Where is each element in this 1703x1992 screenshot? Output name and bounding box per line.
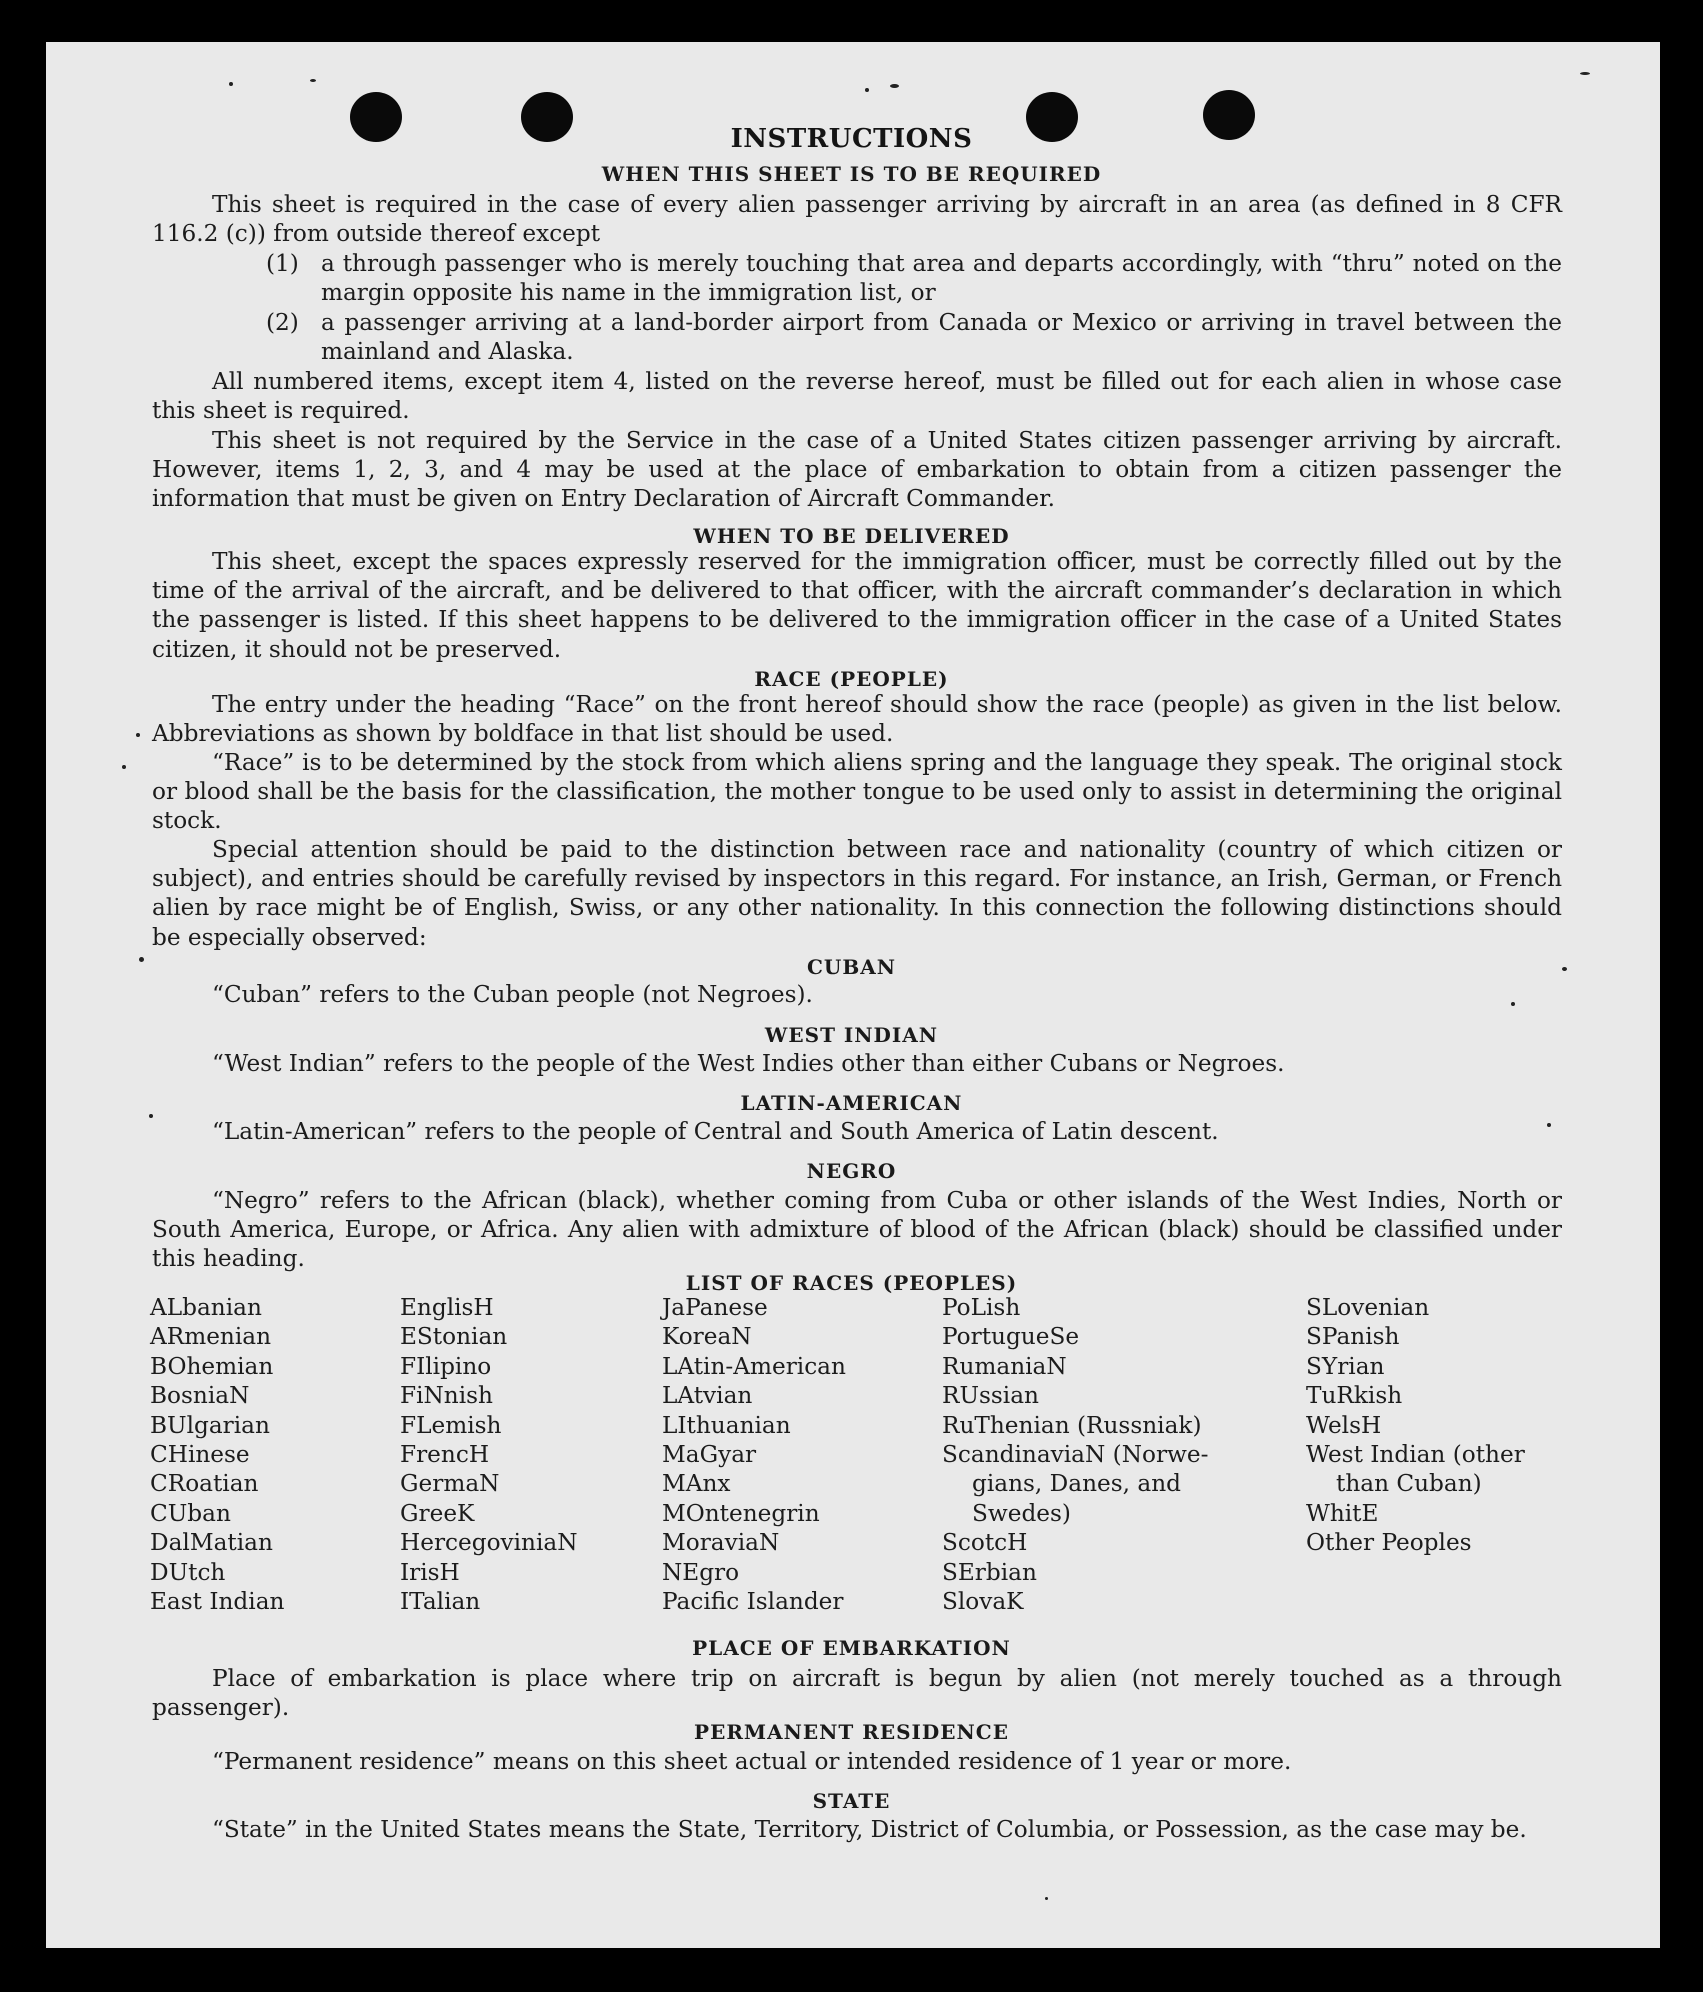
race-item: KoreaN — [662, 1323, 752, 1351]
paragraph: This sheet is not required by the Service in the case of a United States citizen passenger arriving by aircraft. However, items 1, 2, 3, and 4 may be used at the place of embarkation to obtain from a citizen passenger the information that must be given on Entry Declaration of Aircraft Commander. — [152, 427, 1562, 513]
race-item: FLemish — [400, 1411, 502, 1439]
paragraph: “Negro” refers to the African (black), whether coming from Cuba or other islands of the West Indies, North or South America, Europe, or Africa. Any alien with admixture of blood of the African (black) should be classified under this heading. — [152, 1187, 1562, 1273]
race-item: FiNnish — [400, 1382, 493, 1410]
section-heading-negro: NEGRO — [806, 1159, 897, 1183]
race-item: RuThenian (Russniak) — [942, 1411, 1202, 1439]
race-item: SYrian — [1306, 1352, 1385, 1380]
race-item: SErbian — [942, 1558, 1037, 1586]
paragraph: All numbered items, except item 4, listed on the reverse hereof, must be filled out for each alien in whose case this sheet is required. — [152, 368, 1562, 425]
paragraph: “Latin-American” refers to the people of Central and South America of Latin descent. — [212, 1118, 1219, 1145]
race-item: MAnx — [662, 1470, 731, 1498]
speck — [865, 88, 869, 92]
race-item: East Indian — [150, 1588, 285, 1616]
race-item: SLovenian — [1306, 1294, 1430, 1321]
race-item: WelsH — [1306, 1411, 1382, 1439]
section-heading-when-required: WHEN THIS SHEET IS TO BE REQUIRED — [601, 162, 1102, 186]
race-item: ScandinaviaN (Norwe- — [942, 1441, 1209, 1469]
race-column-4 — [942, 1293, 1208, 1616]
race-item: Pacific Islander — [662, 1588, 844, 1616]
race-item: DUtch — [150, 1558, 226, 1586]
race-item: SPanish — [1306, 1323, 1400, 1351]
section-heading-list-of-races: LIST OF RACES (PEOPLES) — [685, 1271, 1018, 1295]
paragraph: “State” in the United States means the State, Territory, District of Columbia, or Possession, as the case may be. — [212, 1816, 1527, 1843]
race-item: CRoatian — [150, 1470, 259, 1498]
race-item: FIlipino — [400, 1352, 492, 1380]
speck — [136, 733, 140, 737]
section-heading-permanent-residence: PERMANENT RESIDENCE — [694, 1720, 1009, 1744]
paragraph: The entry under the heading “Race” on the front hereof should show the race (people) as given in the list below. Abbreviations as shown by boldface in that list should be used. — [152, 691, 1562, 748]
section-heading-west-indian: WEST INDIAN — [764, 1023, 939, 1047]
section-heading-cuban: CUBAN — [806, 955, 897, 979]
race-item: FrencH — [400, 1441, 490, 1469]
race-item: BUlgarian — [150, 1411, 270, 1439]
race-item: LAtvian — [662, 1382, 753, 1410]
speck — [122, 765, 126, 769]
speck — [1580, 72, 1590, 75]
race-item: TuRkish — [1306, 1382, 1403, 1410]
paragraph: “Cuban” refers to the Cuban people (not Negroes). — [212, 981, 813, 1008]
race-item: EnglisH — [400, 1294, 494, 1321]
section-heading-latin-american: LATIN-AMERICAN — [740, 1091, 963, 1115]
race-item: MOntenegrin — [662, 1499, 820, 1527]
race-item: MoraviaN — [662, 1529, 780, 1557]
section-heading-when-delivered: WHEN TO BE DELIVERED — [693, 524, 1010, 548]
list-item: (1) a through passenger who is merely touching that area and departs accordingly, with “thru” noted on the margin opposite his name in the immigration list, or — [266, 250, 1562, 307]
speck — [1045, 1897, 1048, 1900]
paragraph: “Permanent residence” means on this sheet actual or intended residence of 1 year or more. — [212, 1748, 1292, 1775]
section-heading-place-of-embarkation: PLACE OF EMBARKATION — [692, 1636, 1011, 1660]
race-item: DalMatian — [150, 1529, 273, 1557]
race-item: than Cuban) — [1336, 1470, 1482, 1498]
race-item: PortugueSe — [942, 1323, 1080, 1351]
race-item: gians, Danes, and — [972, 1470, 1181, 1498]
race-column-1 — [150, 1293, 284, 1616]
section-heading-state: STATE — [812, 1789, 891, 1813]
race-item: LIthuanian — [662, 1411, 791, 1439]
section-heading-race: RACE (PEOPLE) — [754, 667, 949, 691]
race-item: EStonian — [400, 1323, 508, 1351]
race-item: BosniaN — [150, 1382, 250, 1410]
race-item: Other Peoples — [1306, 1529, 1472, 1557]
race-item: ARmenian — [150, 1323, 272, 1351]
paragraph: Special attention should be paid to the distinction between race and nationality (country of which citizen or subject), and entries should be carefully revised by inspectors in this regard. For instance, an Irish, German, or French alien by race might be of English, Swiss, or any other nationality. In this connection the following distinctions should be especially observed: — [152, 836, 1562, 951]
race-item: HercegoviniaN — [400, 1529, 578, 1557]
speck — [890, 84, 899, 88]
race-column-2 — [400, 1293, 578, 1616]
race-item: GermaN — [400, 1470, 500, 1498]
page-title: INSTRUCTIONS — [730, 124, 973, 154]
race-column-3 — [662, 1293, 846, 1616]
speck — [310, 79, 316, 82]
race-item: GreeK — [400, 1499, 475, 1527]
race-item: WhitE — [1306, 1499, 1379, 1527]
race-item: JaPanese — [662, 1294, 768, 1321]
race-item: NEgro — [662, 1558, 740, 1586]
race-item: SlovaK — [942, 1588, 1024, 1616]
race-item: CHinese — [150, 1441, 250, 1469]
race-item: RumaniaN — [942, 1352, 1067, 1380]
race-column-5 — [1306, 1293, 1525, 1558]
list-item: (2) a passenger arriving at a land-border airport from Canada or Mexico or arriving in travel between the mainland and Alaska. — [266, 309, 1562, 366]
race-item: MaGyar — [662, 1441, 757, 1469]
paragraph: “Race” is to be determined by the stock from which aliens spring and the language they speak. The original stock or blood shall be the basis for the classification, the mother tongue to be used only to assist in determining the original stock. — [152, 749, 1562, 835]
paragraph: This sheet, except the spaces expressly reserved for the immigration officer, must be correctly filled out by the time of the arrival of the aircraft, and be delivered to that officer, with the aircraft commander’s declaration in which the passenger is listed. If this sheet happens to be delivered to the immigration officer in the case of a United States citizen, it should not be preserved. — [152, 548, 1562, 663]
race-item: ITalian — [400, 1588, 481, 1616]
race-item: West Indian (other — [1306, 1441, 1525, 1469]
race-item: IrisH — [400, 1558, 460, 1586]
paragraph: This sheet is required in the case of every alien passenger arriving by aircraft in an area (as defined in 8 CFR 116.2 (c)) from outside thereof except — [152, 191, 1562, 248]
race-item: BOhemian — [150, 1352, 274, 1380]
race-item: Swedes) — [972, 1499, 1071, 1527]
paragraph: “West Indian” refers to the people of the West Indies other than either Cubans or Negroes. — [212, 1050, 1285, 1077]
race-item: CUban — [150, 1499, 231, 1527]
race-item: RUssian — [942, 1382, 1039, 1410]
race-item: ScotcH — [942, 1529, 1028, 1557]
race-item: LAtin-American — [662, 1352, 846, 1380]
paragraph: Place of embarkation is place where trip on aircraft is begun by alien (not merely touched as a through passenger). — [152, 1665, 1562, 1722]
race-item: ALbanian — [150, 1294, 262, 1321]
speck — [229, 82, 233, 86]
race-item: PoLish — [942, 1294, 1021, 1321]
